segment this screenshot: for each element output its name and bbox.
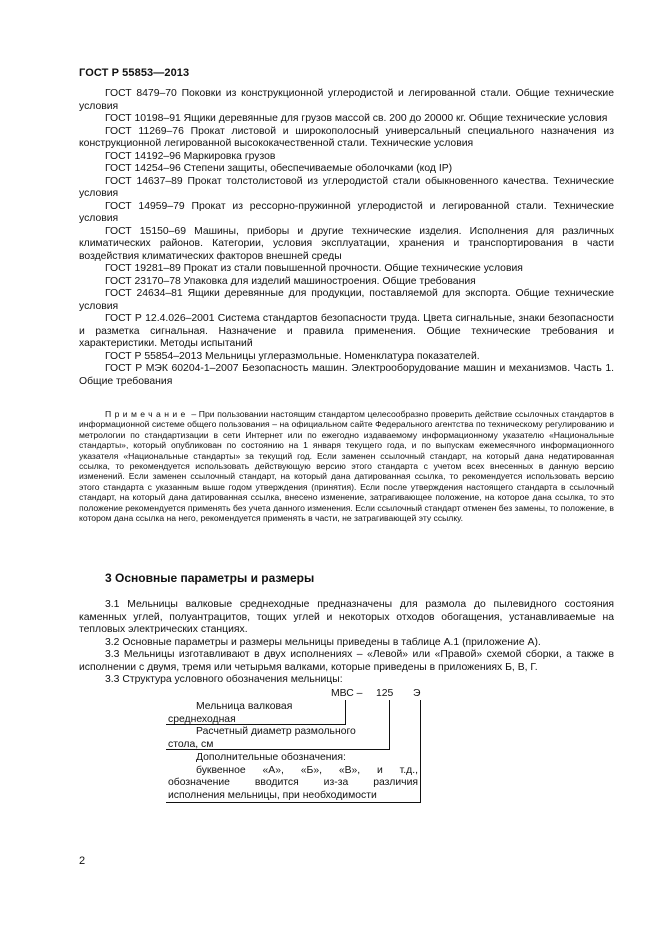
reference-item: ГОСТ 14637–89 Прокат толстолистовой из углеродистой стали обыкновенного качества. Технические условия (79, 175, 614, 199)
reference-item: ГОСТ 11269–76 Прокат листовой и широкополосный универсальный специального назначения из конструкционной легированной высококачественной стали. Технические условия (79, 125, 614, 149)
document-header: ГОСТ Р 55853—2013 (79, 67, 190, 79)
leader-line-2 (166, 749, 390, 750)
label-additional (168, 752, 418, 802)
label-additional-line4: исполнения мельницы, при необходимости (168, 789, 377, 801)
note-text: – При пользовании настоящим стандартом целесообразно проверить действие ссылочных стандартов в информационной системе общего пользования – на официальном сайте Федерального агентства по техническому регулированию и метрологии по стандартизации в сети Интернет или по ежегодно издаваемому информационному указателю «Национальные стандарты», который опубликован по состоянию на 1 января текущего года, и по выпускам ежемесячного информационного указателя «Национальные стандарты» за текущий год. Если заменен ссылочный стандарт, на который дана недатированная ссылка, то рекомендуется использовать действующую версию этого стандарта с учетом всех внесенных в данную версию изменений. Если заменен ссылочный стандарт, на который дана датированная ссылка, то рекомендуется использовать версию этого стандарта с указанным выше годом утверждения (принятия). Если после утверждения настоящего стандарта в ссылочный стандарт, на который дана датированная ссылка, внесено изменение, затрагивающее положение, на которое дана ссылка, то это положение рекомендуется применять без учета данного изменения. Если ссылочный стандарт отменен без замены, то положение, в котором дана ссылка на него, рекомендуется применять в части, не затрагивающей эту ссылку. (79, 409, 614, 524)
label-additional-line1: Дополнительные обозначения: (196, 752, 346, 763)
reference-item: ГОСТ Р 12.4.026–2001 Система стандартов безопасности труда. Цвета сигнальные, знаки безопасности и разметка сигнальная. Назначение и правила применения. Общие технические требования и характеристики. Методы испытаний (79, 313, 614, 349)
label-table-diameter-line1: Расчетный диаметр размольного (196, 726, 356, 737)
reference-item: ГОСТ Р МЭК 60204-1–2007 Безопасность машин. Электрооборудование машин и механизмов. Часть 1. Общие требования (79, 363, 614, 387)
reference-item: ГОСТ 15150–69 Машины, приборы и другие технические изделия. Исполнения для различных климатических районов. Категории, условия эксплуатации, хранения и транспортирования в части воздействия климатических факторов внешней среды (79, 225, 614, 262)
leader-line-3 (166, 802, 421, 803)
page-number: 2 (79, 855, 86, 867)
references-note (79, 409, 614, 523)
reference-item: ГОСТ 14959–79 Прокат из рессорно-пружинной углеродистой и легированной стали. Технические условия (79, 200, 614, 224)
reference-item: ГОСТ 19281–89 Прокат из стали повышенной прочности. Общие технические условия (105, 263, 523, 274)
section-body (79, 599, 614, 687)
normative-references (79, 88, 614, 388)
note-label: Примечание (105, 409, 189, 419)
leader-line-1 (166, 724, 346, 725)
designation-code: МВС – (331, 688, 363, 699)
label-additional-line2: буквенное «А», «Б», «В», и т.д., (196, 764, 418, 776)
section-title: 3 Основные параметры и размеры (105, 571, 315, 585)
label-table-diameter (168, 726, 390, 751)
reference-item: ГОСТ 23170–78 Упаковка для изделий машиностроения. Общие требования (105, 275, 476, 287)
section-paragraph: 3.3 Структура условного обозначения мельницы: (105, 674, 343, 685)
reference-item: ГОСТ Р 55854–2013 Мельницы углеразмольные. Номенклатура показателей. (105, 350, 480, 362)
designation-number: 125 (376, 688, 394, 699)
reference-item: ГОСТ 24634–81 Ящики деревянные для продукции, поставляемой для экспорта. Общие технические условия (79, 288, 614, 312)
connector-vertical-3 (420, 700, 421, 802)
reference-item: ГОСТ 14254–96 Степени защиты, обеспечиваемые оболочками (код IP) (105, 163, 453, 174)
reference-item: ГОСТ 8479–70 Поковки из конструкционной углеродистой и легированной стали. Общие технические условия (79, 88, 614, 112)
label-mill-type-line2: среднеходная (168, 713, 236, 725)
label-mill-type (168, 701, 348, 726)
designation-suffix: Э (413, 688, 421, 699)
label-additional-line3: обозначение вводится из-за различия (168, 777, 418, 788)
reference-item: ГОСТ 10198–91 Ящики деревянные для грузов массой св. 200 до 20000 кг. Общие технические условия (105, 113, 608, 124)
label-table-diameter-line2: стола, см (168, 738, 214, 750)
section-paragraph: 3.2 Основные параметры и размеры мельницы приведены в таблице А.1 (приложение А). (105, 636, 541, 648)
section-paragraph: 3.1 Мельницы валковые среднеходные предназначены для размола до пылевидного состояния каменных углей, полуантрацитов, тощих углей и некоторых отходов обогащения, устанавливаемые на тепловых электрических станциях. (79, 599, 614, 635)
section-paragraph: 3.3 Мельницы изготавливают в двух исполнениях – «Левой» или «Правой» схемой сборки, а также в исполнении с двумя, тремя или четырьмя валками, которые приведены в приложениях Б, В, Г. (79, 649, 614, 673)
reference-item: ГОСТ 14192–96 Маркировка грузов (105, 150, 276, 162)
label-mill-type-line1: Мельница валковая (196, 701, 293, 712)
